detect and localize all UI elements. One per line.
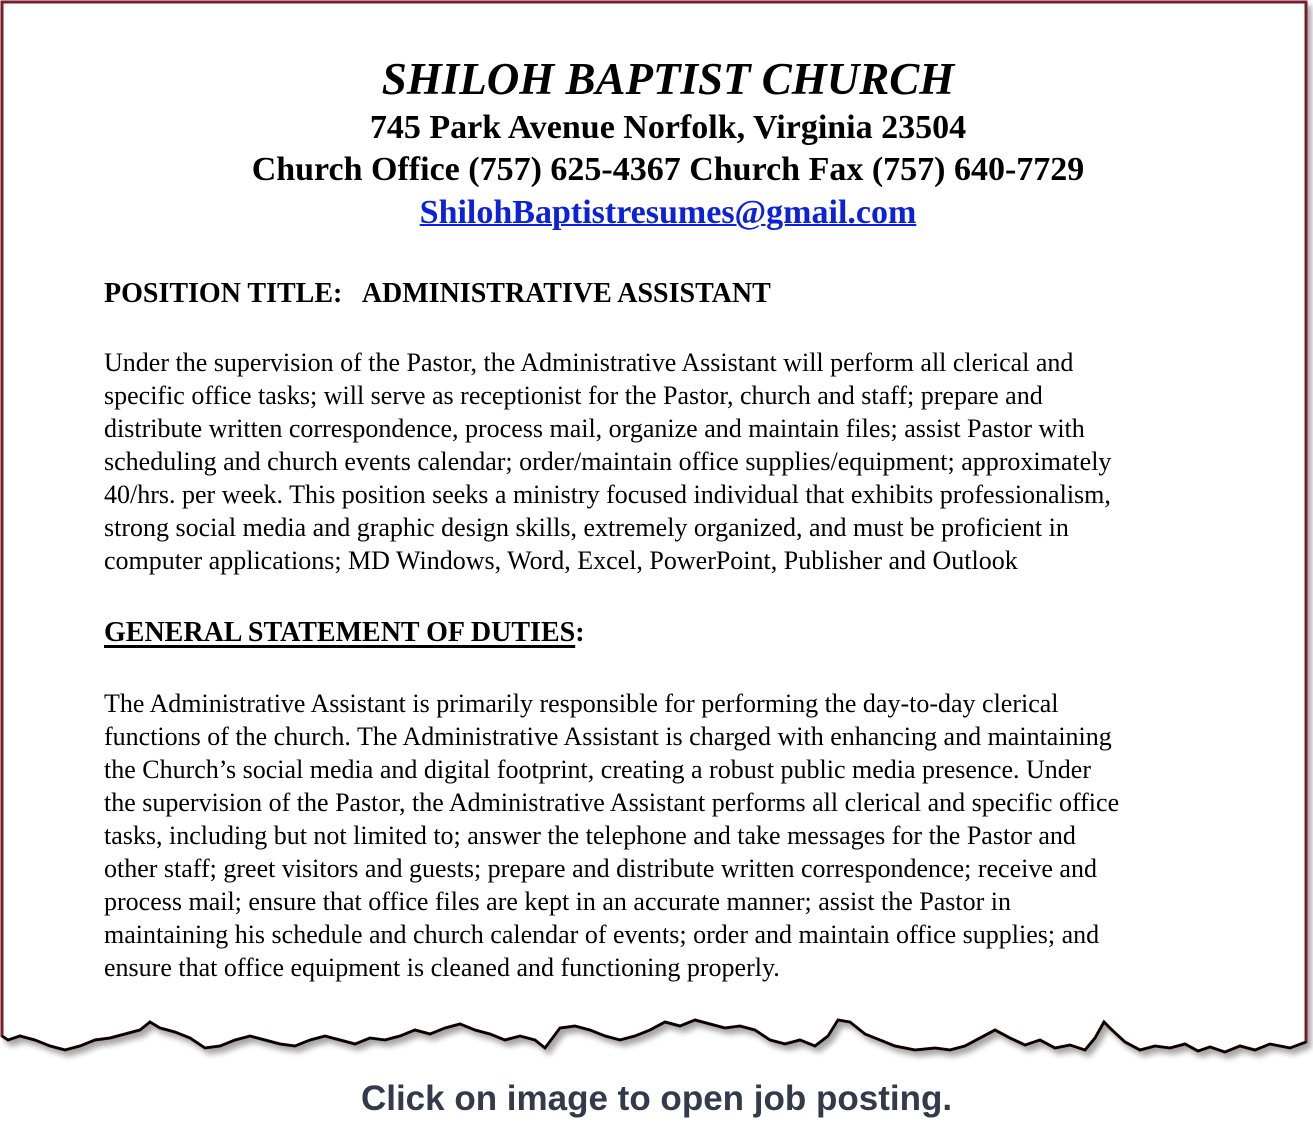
- open-posting-caption[interactable]: Click on image to open job posting.: [360, 1079, 953, 1118]
- position-label: POSITION TITLE:: [104, 278, 343, 309]
- summary-line: distribute written correspondence, process mail, organize and maintain files; assist Pastor with: [104, 414, 1085, 443]
- church-name: SHILOH BAPTIST CHURCH: [381, 54, 955, 104]
- summary-line: computer applications; MD Windows, Word, Excel, PowerPoint, Publisher and Outlook: [104, 546, 1018, 575]
- summary-line: strong social media and graphic design skills, extremely organized, and must be proficient in: [104, 513, 1069, 542]
- church-phones: Church Office (757) 625-4367 Church Fax (757) 640-7729: [251, 151, 1085, 188]
- summary-line: specific office tasks; will serve as receptionist for the Pastor, church and staff; prepare and: [104, 381, 1043, 410]
- position-summary: [104, 346, 1264, 577]
- duties-line: the Church’s social media and digital footprint, creating a robust public media presence. Under: [104, 755, 1091, 784]
- duties-line: tasks, including but not limited to; answer the telephone and take messages for the Pastor and: [104, 821, 1076, 850]
- duties-line: maintaining his schedule and church calendar of events; order and maintain office supplies; and: [104, 920, 1100, 949]
- duties-line: The Administrative Assistant is primarily responsible for performing the day-to-day clerical: [104, 689, 1059, 718]
- summary-line: 40/hrs. per week. This position seeks a ministry focused individual that exhibits professionalism,: [104, 480, 1111, 509]
- duties-heading: [104, 616, 585, 650]
- duties-line: functions of the church. The Administrative Assistant is charged with enhancing and maintaining: [104, 722, 1112, 751]
- duties-heading-colon: :: [575, 617, 585, 648]
- email-link[interactable]: ShilohBaptistresumes@gmail.com: [419, 194, 917, 231]
- summary-line: Under the supervision of the Pastor, the Administrative Assistant will perform all clerical and: [104, 348, 1074, 377]
- duties-line: other staff; greet visitors and guests; prepare and distribute written correspondence; receive and: [104, 854, 1097, 883]
- church-address: 745 Park Avenue Norfolk, Virginia 23504: [369, 109, 967, 146]
- duties-line: the supervision of the Pastor, the Administrative Assistant performs all clerical and specific office: [104, 788, 1120, 817]
- duties-heading-text: GENERAL STATEMENT OF DUTIES: [104, 617, 576, 648]
- position-title: [104, 277, 771, 311]
- position-name: ADMINISTRATIVE ASSISTANT: [361, 278, 771, 309]
- duties-paragraph: [104, 687, 1264, 984]
- email-line: [0, 193, 1313, 233]
- summary-line: scheduling and church events calendar; order/maintain office supplies/equipment; approximately: [104, 447, 1112, 476]
- duties-line: ensure that office equipment is cleaned and functioning properly.: [104, 953, 780, 982]
- duties-line: process mail; ensure that office files are kept in an accurate manner; assist the Pastor in: [104, 887, 1012, 916]
